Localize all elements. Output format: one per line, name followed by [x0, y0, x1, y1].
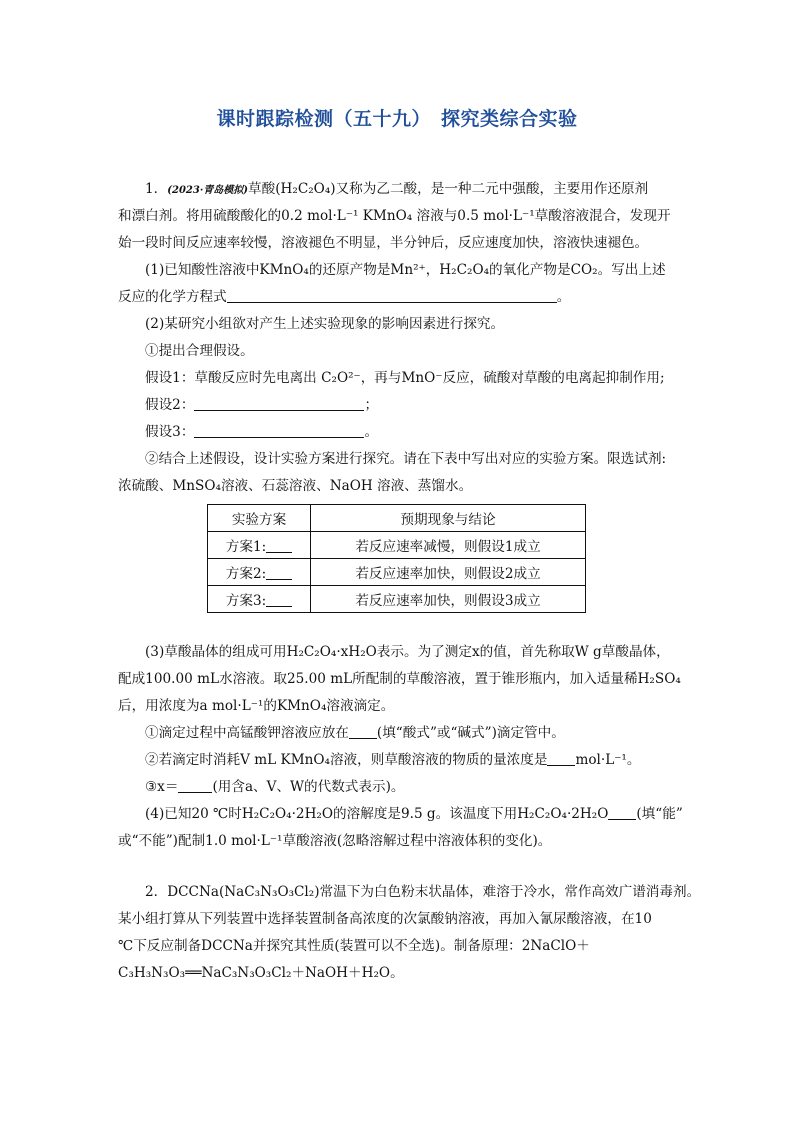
hypothesis-2-label: 假设2：	[145, 397, 195, 413]
concentration-blank[interactable]	[547, 751, 575, 766]
q1-intro-line-2: 和漂白剂。将用硫酸酸化的0.2 mol·L⁻¹ KMnO₄ 溶液与0.5 mol·L⁻¹草酸溶液混合，发现开	[118, 208, 671, 224]
hypothesis-2	[118, 392, 678, 419]
result-cell: 若反应速率加快，则假设3成立	[311, 586, 586, 613]
hypothesis-3-blank[interactable]	[194, 423, 364, 438]
q1-part2-step-1: ①提出合理假设。	[145, 343, 254, 359]
hypothesis-3	[118, 419, 678, 446]
plan-cell: 方案3:	[208, 586, 311, 613]
q1-part1-end: 。	[556, 289, 571, 305]
q1-intro-line-1	[118, 176, 678, 203]
table-header-result: 预期现象与结论	[311, 505, 586, 532]
q1-part4-line-2: 或“不能”)配制1.0 mol·L⁻¹草酸溶液(忽略溶解过程中溶液体积的变化)。	[118, 833, 552, 849]
q1-source: (2023·青岛模拟)	[167, 185, 249, 196]
plan-2-blank[interactable]	[266, 565, 292, 580]
page-title: 课时跟踪检测（五十九） 探究类综合实验	[216, 108, 578, 130]
q1-part3-line-3: 后，用浓度为a mol·L⁻¹的KMnO₄溶液滴定。	[118, 698, 395, 714]
q1-intro-text: 草酸(H₂C₂O₄)又称为乙二酸，是一种二元中强酸，主要用作还原剂	[248, 181, 649, 197]
hypothesis-1: 假设1：草酸反应时先电离出 C₂O²⁻，再与MnO⁻反应，硫酸对草酸的电离起抑制作用;	[145, 370, 665, 386]
q1-part3-line-1: (3)草酸晶体的组成可用H₂C₂O₄·xH₂O表示。为了测定x的值，首先称取W g草酸晶体，	[145, 644, 670, 660]
result-cell: 若反应速率加快，则假设2成立	[311, 559, 586, 586]
hypothesis-3-end: 。	[364, 424, 379, 440]
result-cell: 若反应速率减慢，则假设1成立	[311, 532, 586, 559]
q2-line-1: 2．DCCNa(NaC₃N₃O₃Cl₂)常温下为白色粉末状晶体，难溶于冷水，常作高效广谱消毒剂。	[145, 884, 701, 900]
hypothesis-2-end: ；	[364, 397, 379, 413]
table-row	[208, 586, 586, 613]
table-header-plan: 实验方案	[208, 505, 311, 532]
experiment-plan-table	[207, 504, 586, 613]
can-prepare-blank[interactable]	[608, 805, 636, 820]
q1-part3-line-2: 配成100.00 mL水溶液。取25.00 mL所配制的草酸溶液，置于锥形瓶内，加入适量稀H₂SO₄	[118, 671, 681, 687]
q1-part1-line-2	[118, 284, 678, 311]
plan-1-blank[interactable]	[266, 538, 292, 553]
q1-part2-step-2-line-2: 浓硫酸、MnSO₄溶液、石蕊溶液、NaOH 溶液、蒸馏水。	[118, 478, 473, 494]
table-row	[208, 559, 586, 586]
question-1-part-3-4	[118, 639, 683, 855]
plan-3-blank[interactable]	[266, 592, 292, 607]
table-row	[208, 532, 586, 559]
q2-line-3: ℃下反应制备DCCNa并探究其性质(装置可以不全选)。制备原理：2NaClO＋	[118, 938, 590, 954]
q1-part3-step-1: ①滴定过程中高锰酸钾溶液应放在 (填“酸式”或“碱式”)滴定管中。	[145, 725, 565, 741]
q1-part1-prompt: 反应的化学方程式	[118, 289, 227, 305]
q1-intro-line-3: 始一段时间反应速率较慢，溶液褪色不明显，半分钟后，反应速度加快，溶液快速褪色。	[118, 235, 649, 251]
burette-type-blank[interactable]	[349, 724, 377, 739]
equation-answer-blank[interactable]	[227, 288, 557, 303]
plan-cell: 方案2:	[208, 559, 311, 586]
question-1	[118, 176, 678, 500]
q1-part2-line-1: (2)某研究小组欲对产生上述实验现象的影响因素进行探究。	[145, 316, 505, 332]
q1-part4-line-1: (4)已知20 ℃时H₂C₂O₄·2H₂O的溶解度是9.5 g。该温度下用H₂C₂O₄·2H₂O (填“能”	[145, 806, 683, 822]
q1-part1-line-1: (1)已知酸性溶液中KMnO₄的还原产物是Mn²⁺，H₂C₂O₄的氧化产物是CO₂。写出上述	[145, 262, 666, 278]
q1-part3-step-2: ②若滴定时消耗V mL KMnO₄溶液，则草酸溶液的物质的量浓度是 mol·L⁻¹。	[145, 752, 641, 768]
hypothesis-3-label: 假设3：	[145, 424, 195, 440]
q1-part2-step-2-line-1: ②结合上述假设，设计实验方案进行探究。请在下表中写出对应的实验方案。限选试剂:	[145, 451, 667, 467]
x-value-blank[interactable]	[178, 778, 212, 793]
question-2	[118, 879, 701, 987]
table-header-row	[208, 505, 586, 532]
hypothesis-2-blank[interactable]	[194, 396, 364, 411]
plan-cell: 方案1:	[208, 532, 311, 559]
q2-line-4: C₃H₃N₃O₃══NaC₃N₃O₃Cl₂＋NaOH＋H₂O。	[118, 965, 404, 981]
q1-part3-step-3: ③x＝ (用含a、V、W的代数式表示)。	[145, 779, 405, 795]
q1-number: 1．	[145, 181, 168, 197]
q2-line-2: 某小组打算从下列装置中选择装置制备高浓度的次氯酸钠溶液，再加入氰尿酸溶液，在10	[118, 911, 652, 927]
